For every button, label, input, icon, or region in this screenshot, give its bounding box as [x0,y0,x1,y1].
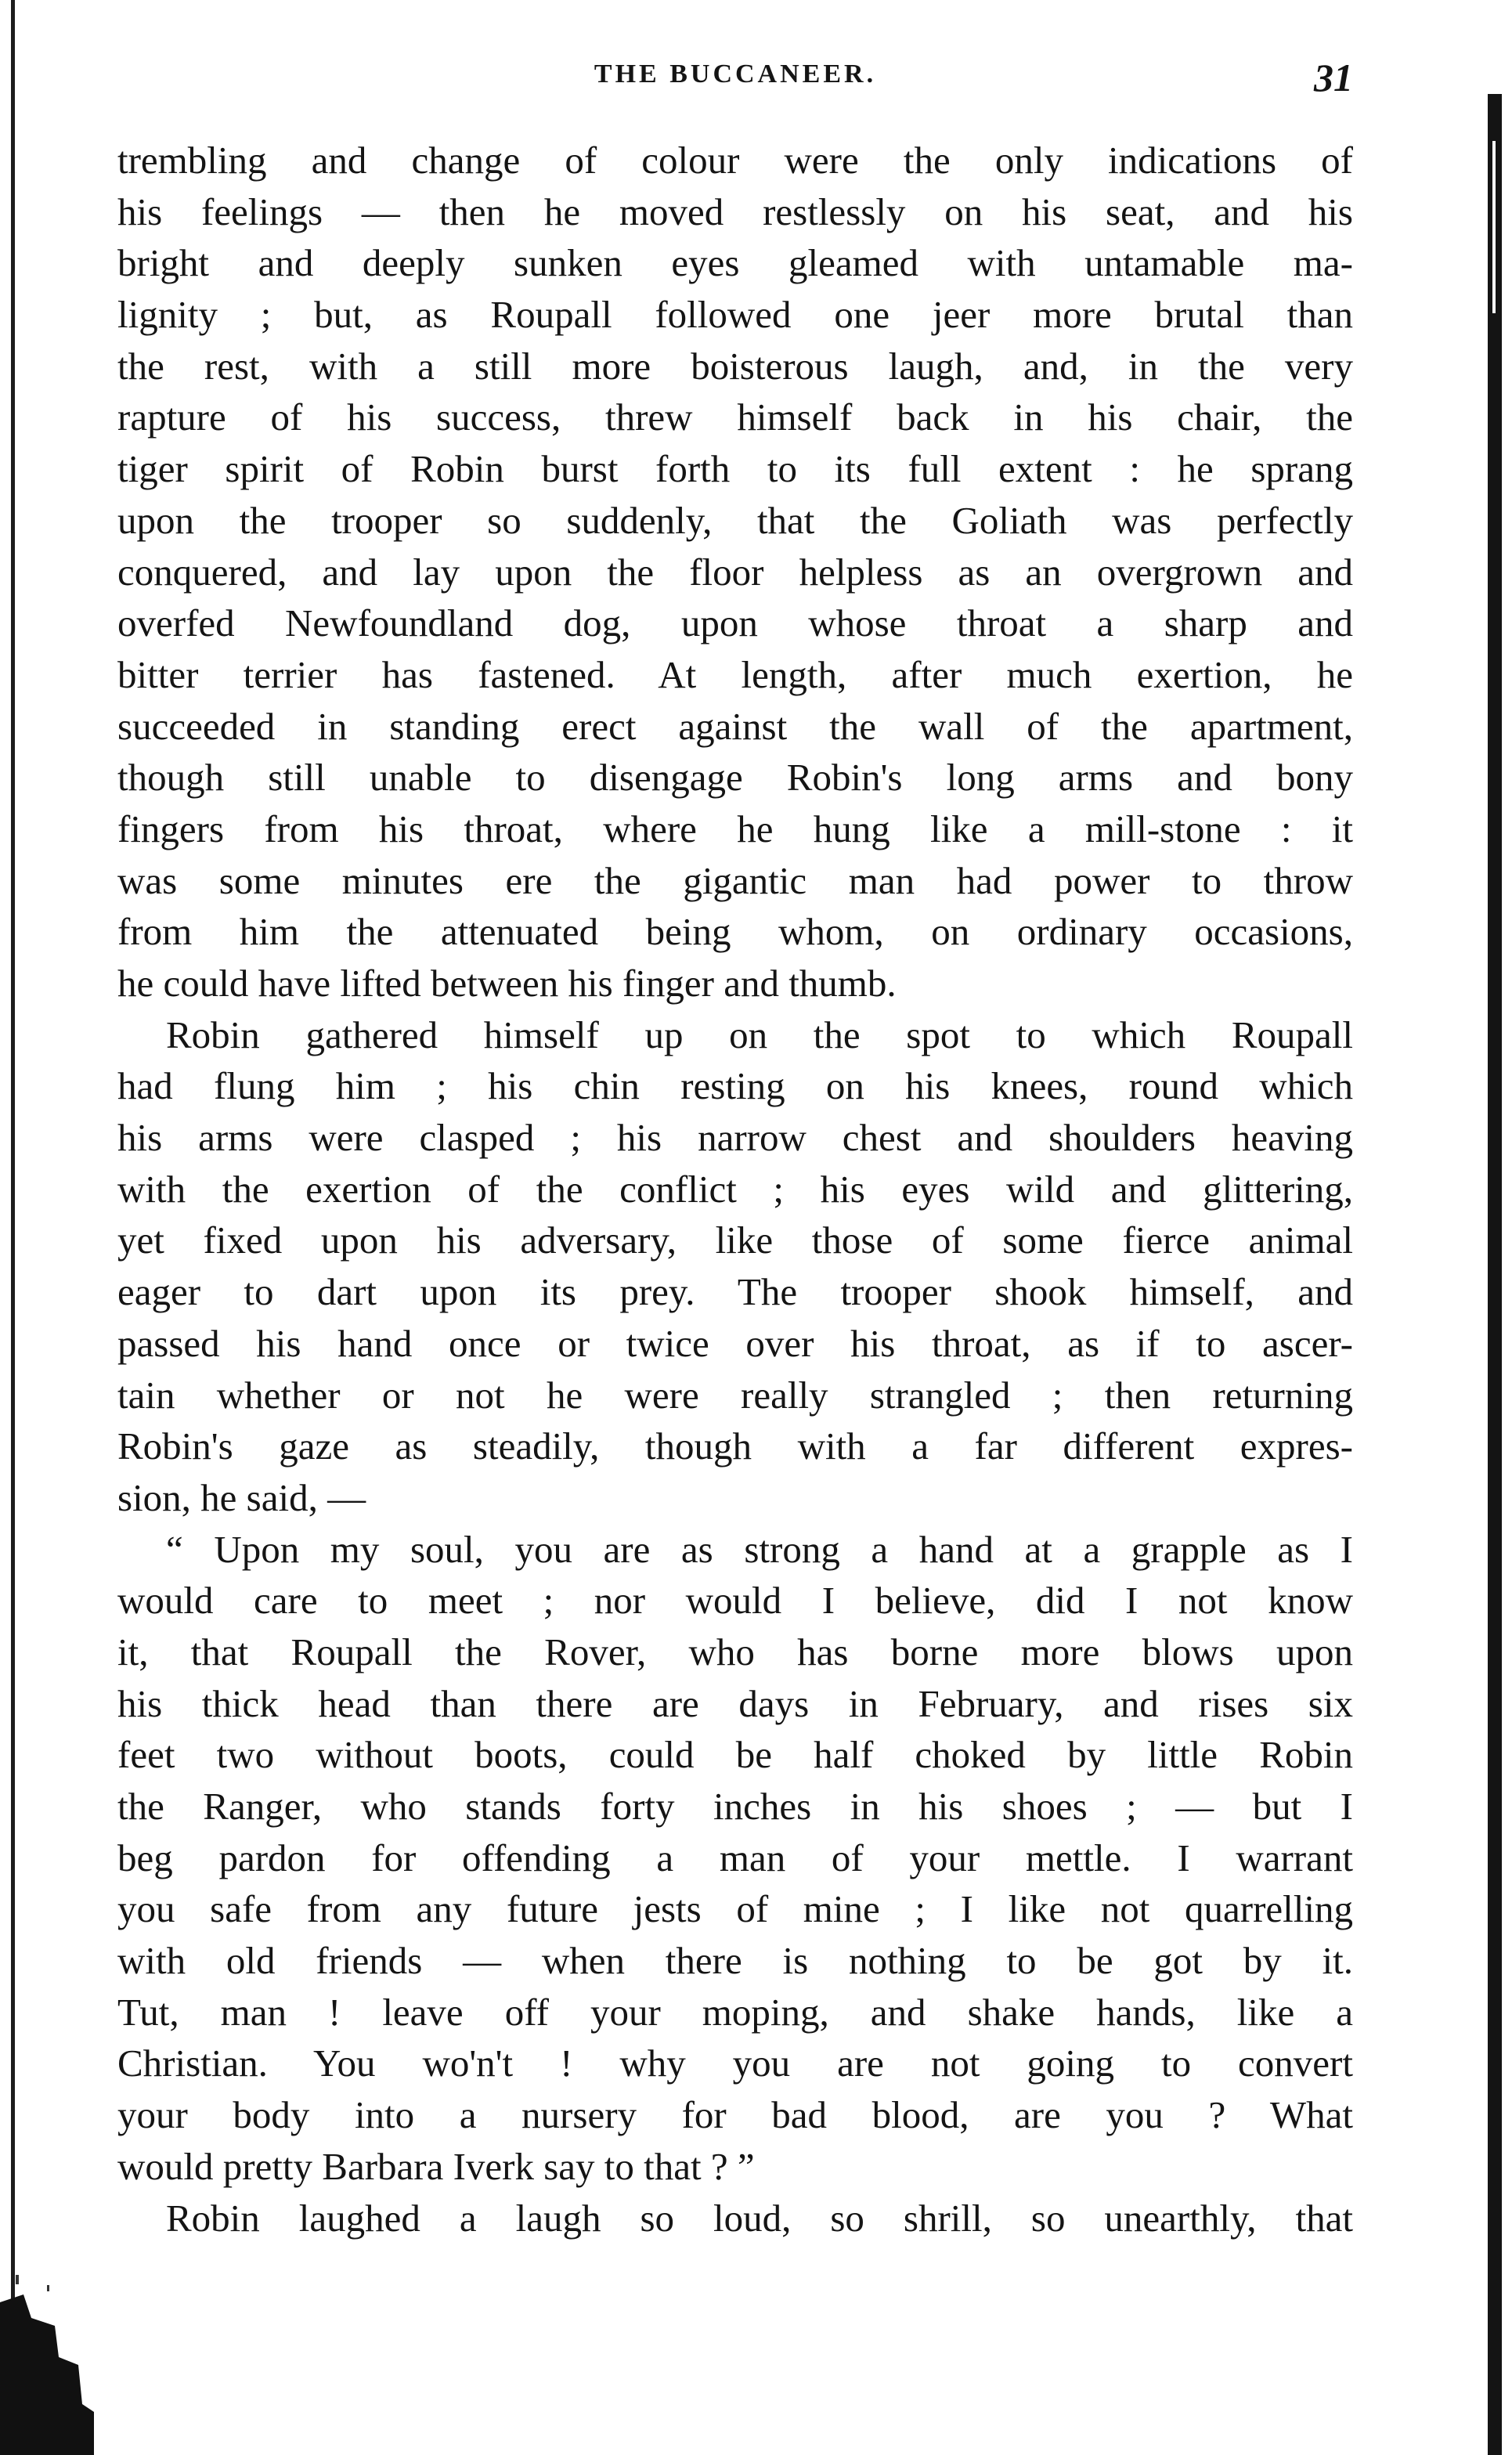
text-line: would care to meet ; nor would I believe, did I not know [117,1579,1353,1623]
text-line: his thick head than there are days in February, and rises six [117,1681,1353,1725]
text-line: your body into a nursery for bad blood, are you ? What [117,2093,1353,2137]
text-line: from him the attenuated being whom, on ordinary occasions, [117,910,1353,954]
text-line: his feelings — then he moved restlessly on his seat, and his [117,190,1353,233]
text-line: beg pardon for offending a man of your mettle. I warrant [117,1836,1353,1879]
text-line: feet two without boots, could be half choked by little Robin [117,1733,1353,1777]
scan-right-edge-notch [1492,141,1496,313]
running-head: THE BUCCANEER. [594,60,877,88]
text-line: bright and deeply sunken eyes gleamed with untamable ma- [117,241,1353,285]
text-line: bitter terrier has fastened. At length, after much exertion, he [117,652,1353,696]
text-line: the Ranger, who stands forty inches in his shoes ; — but I [117,1785,1353,1828]
text-line: sion, he said, — [117,1475,366,1519]
page-number: 31 [1314,56,1353,99]
text-line: passed his hand once or twice over his throat, as if to ascer- [117,1321,1353,1365]
text-line: though still unable to disengage Robin's long arms and bony [117,756,1353,800]
text-line: trembling and change of colour were the only indications of [117,139,1353,182]
text-line: upon the trooper so suddenly, that the Goliath was perfectly [117,498,1353,542]
text-line: overfed Newfoundland dog, upon whose throat a sharp and [117,601,1353,645]
text-line: he could have lifted between his finger and thumb. [117,962,897,1005]
text-line: fingers from his throat, where he hung like a mill-stone : it [117,807,1353,850]
page-header [117,55,1353,110]
binding-shadow [0,2271,94,2455]
text-line: Tut, man ! leave off your moping, and shake hands, like a [117,1990,1353,2034]
text-line: tain whether or not he were really strangled ; then returning [117,1373,1353,1417]
text-line: Robin gathered himself up on the spot to which Roupall [166,1013,1353,1056]
text-line: “ Upon my soul, you are as strong a hand at a grapple as I [166,1527,1353,1571]
text-line: you safe from any future jests of mine ; I like not quarrelling [117,1887,1353,1931]
text-line: was some minutes ere the gigantic man had power to throw [117,858,1353,902]
text-line: with the exertion of the conflict ; his eyes wild and glittering, [117,1167,1353,1211]
text-line: his arms were clasped ; his narrow chest and shoulders heaving [117,1116,1353,1160]
text-line: lignity ; but, as Roupall followed one jeer more brutal than [117,293,1353,337]
paragraph [117,1524,1353,2193]
text-body [117,135,1353,2244]
text-line: the rest, with a still more boisterous laugh, and, in the very [117,344,1353,388]
text-line: Robin laughed a laugh so loud, so shrill, so unearthly, that [166,2196,1353,2240]
scan-right-edge [1488,94,1502,2455]
text-line: had flung him ; his chin resting on his knees, round which [117,1064,1353,1108]
scan-left-edge [11,0,15,2455]
text-line: eager to dart upon its prey. The trooper shook himself, and [117,1270,1353,1314]
text-line: rapture of his success, threw himself back in his chair, the [117,395,1353,439]
text-line: tiger spirit of Robin burst forth to its full extent : he sprang [117,447,1353,491]
text-line: conquered, and lay upon the floor helpless as an overgrown and [117,550,1353,594]
text-line: it, that Roupall the Rover, who has borne more blows upon [117,1630,1353,1673]
text-line: would pretty Barbara Iverk say to that ? ” [117,2144,755,2188]
paragraph [117,2193,1353,2244]
paragraph [117,1009,1353,1524]
text-line: Christian. You wo'n't ! why you are not going to convert [117,2042,1353,2085]
text-line: Robin's gaze as steadily, though with a far different expres- [117,1424,1353,1468]
text-line: yet fixed upon his adversary, like those of some fierce animal [117,1218,1353,1262]
paragraph [117,135,1353,1009]
text-line: with old friends — when there is nothing to be got by it. [117,1939,1353,1983]
text-line: succeeded in standing erect against the wall of the apartment, [117,704,1353,748]
